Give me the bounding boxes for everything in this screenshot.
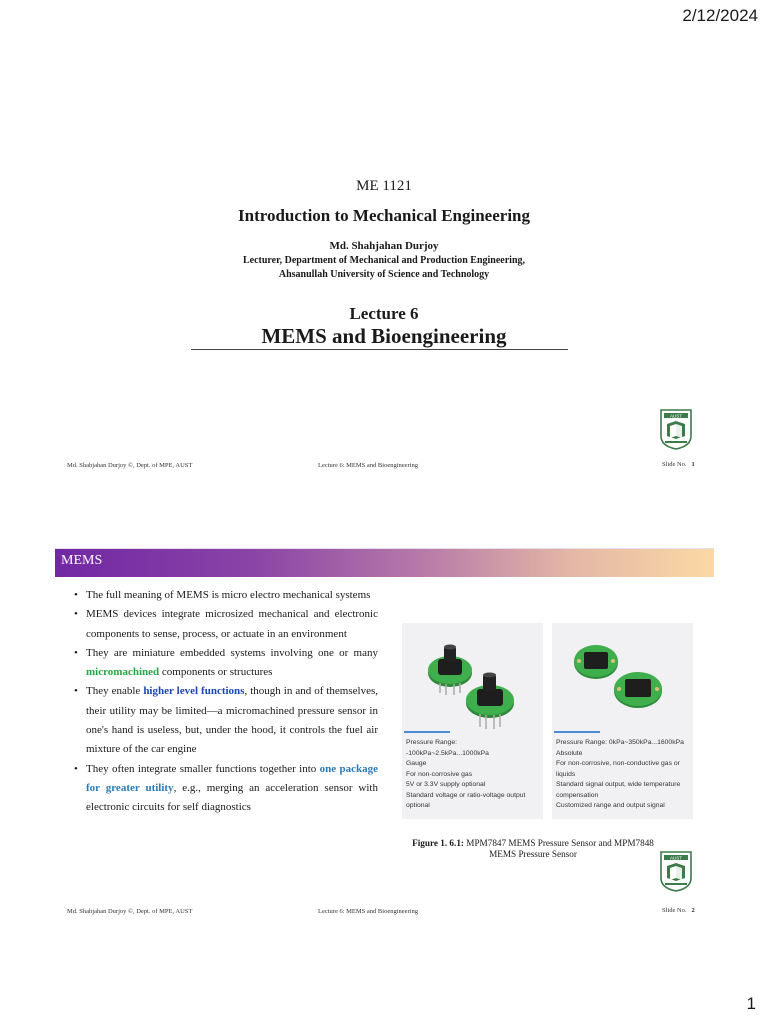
slide2-footer-left: Md. Shahjahan Durjoy ©, Dept. of MPE, AUST	[67, 908, 193, 915]
figure-caption-text: MPM7847 MEMS Pressure Sensor and MPM7848 MEMS Pressure Sensor	[463, 838, 654, 859]
spec-line: Standard voltage or ratio-voltage output optional	[406, 791, 526, 809]
bullet-item	[74, 586, 378, 605]
author-affiliation-line2: Ahsanullah University of Science and Technology	[278, 269, 490, 280]
section-heading: MEMS	[61, 553, 103, 568]
slide-number-value: 1	[691, 461, 695, 468]
lecture-title: MEMS and Bioengineering	[261, 324, 507, 348]
product-specs-mpm7847	[406, 738, 540, 812]
product-card-mpm7848	[552, 623, 693, 819]
slide1-footer-center: Lecture 6: MEMS and Bioengineering	[318, 462, 419, 469]
course-title: Introduction to Mechanical Engineering	[238, 206, 530, 225]
bullet-item	[74, 682, 378, 759]
slide2-footer-center: Lecture 6: MEMS and Bioengineering	[318, 908, 419, 915]
spec-line: For non-corrosive, non-conductive gas or liquids	[556, 760, 680, 778]
aust-logo-icon	[659, 848, 693, 892]
highlighted-term: higher level functions	[143, 685, 245, 698]
bullet-list	[74, 586, 378, 818]
pressure-sensor-image	[402, 623, 543, 733]
aust-logo-icon	[659, 406, 693, 450]
slide-number-label: Slide No.	[662, 461, 687, 468]
author-name: Md. Shahjahan Durjoy	[329, 240, 439, 252]
title-divider	[191, 349, 568, 350]
slide-number-label: Slide No.	[662, 907, 687, 914]
spec-line: Pressure Range: 0kPa~350kPa...1600kPa	[556, 739, 684, 746]
course-code: ME 1121	[356, 178, 412, 194]
slide1-slide-number	[662, 461, 695, 468]
product-card-mpm7847	[402, 623, 543, 819]
slide1-footer-left: Md. Shahjahan Durjoy ©, Dept. of MPE, AUST	[67, 462, 193, 469]
figure-caption	[402, 838, 664, 860]
bullet-text: MEMS devices integrate microsized mechanical and electronic components to sense, process, or actuate in an environment	[86, 608, 378, 640]
bullet-text: They are miniature embedded systems involving one or many	[86, 646, 378, 659]
spec-line: 5V or 3.3V supply optional	[406, 781, 486, 788]
spec-line: Standard signal output, wide temperature compensation	[556, 781, 681, 799]
page-date: 2/12/2024	[682, 6, 758, 25]
logo-text: AUST	[669, 413, 683, 419]
slide-number-value: 2	[691, 907, 695, 914]
spec-line: Pressure Range: -100kPa~2.5kPa...1000kPa	[406, 739, 489, 757]
bullet-item	[74, 605, 378, 644]
page-number: 1	[746, 994, 756, 1013]
spec-line: For non-corrosive gas	[406, 770, 473, 778]
lecture-number: Lecture 6	[349, 304, 419, 323]
bullet-text: components or structures	[159, 666, 273, 679]
author-affiliation-line1: Lecturer, Department of Mechanical and Production Engineering,	[242, 255, 526, 266]
figure-caption-label: Figure 1. 6.1:	[412, 838, 464, 848]
highlighted-term: micromachined	[86, 666, 160, 679]
slide2-slide-number	[662, 907, 695, 914]
bullet-text: They enable	[86, 685, 144, 698]
bullet-item	[74, 644, 378, 683]
highlighted-term: one package for greater utility	[86, 762, 378, 794]
logo-text: AUST	[669, 855, 683, 861]
section-banner	[55, 548, 714, 577]
pressure-sensor-image	[552, 623, 693, 733]
bullet-text: , e.g., merging an acceleration sensor with electronic circuits for self diagnostics	[86, 781, 378, 814]
product-specs-mpm7848	[556, 738, 690, 812]
bullet-text: They often integrate smaller functions together into	[86, 762, 320, 775]
bullet-text: The full meaning of MEMS is micro electro mechanical systems	[86, 589, 371, 601]
spec-line: Gauge	[406, 760, 427, 767]
spec-line: Customized range and output signal	[556, 802, 665, 809]
bullet-item	[74, 760, 378, 818]
bullet-text: , though in and of themselves, their utility may be limited—a micromachined pressure sensor in one's hand is useless, but, under the hood, it controls the fuel air mixture of the car engine	[86, 685, 378, 756]
spec-line: Absolute	[556, 749, 583, 757]
